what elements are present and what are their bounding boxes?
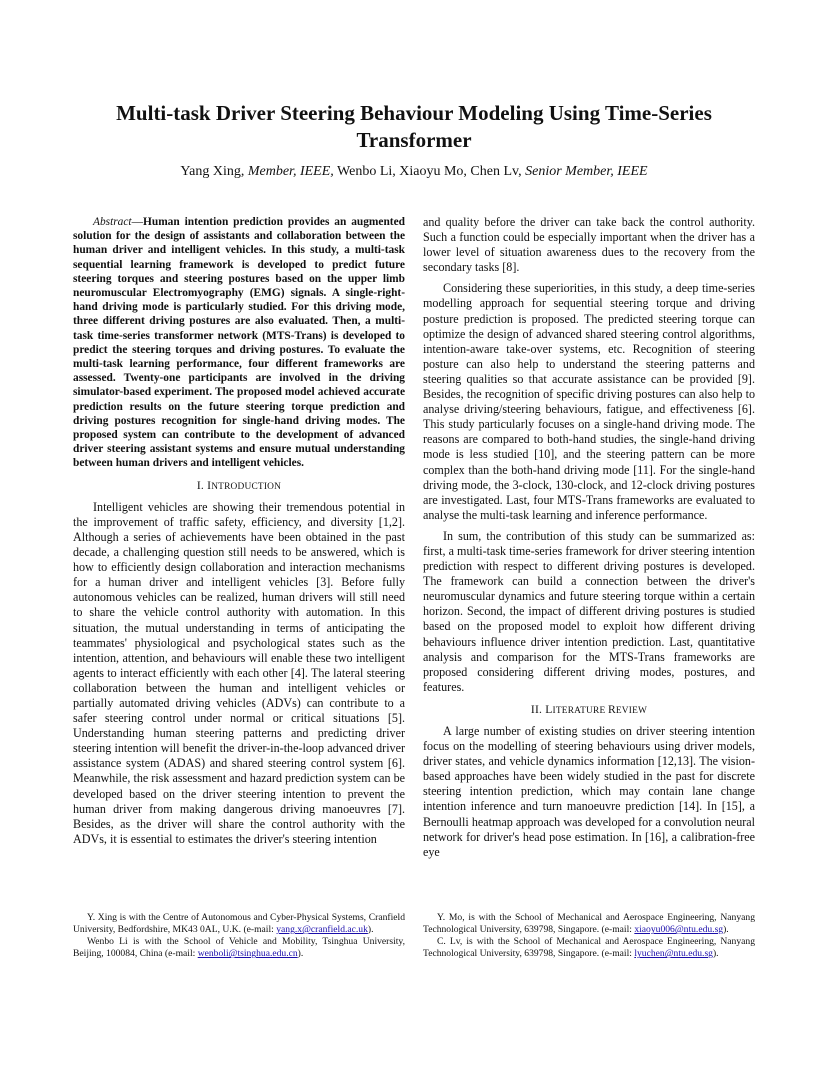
- footnote: Y. Mo, is with the School of Mechanical and Aerospace Engineering, Nanyang Technological University, 639798, Singapore. (e-mail: xiaoyu006@ntu.edu.sg).: [423, 912, 755, 936]
- body-paragraph: and quality before the driver can take back the control authority. Such a function could be especially important when the driver has a lower level of situation awareness dues to the recovery from the secondary tasks [8].: [423, 215, 755, 275]
- email-link[interactable]: yang.x@cranfield.ac.uk: [276, 924, 368, 936]
- abstract-dash: —: [131, 216, 143, 228]
- literature-paragraph: A large number of existing studies on driver steering intention focus on the modelling of steering behaviours using driver models, driver states, and vehicle dynamics information [12,13]. The vision-based approaches have been widely studied in the past for discrete steering intention prediction, which may contain lane change intention inference and turn manoeuvre prediction [14]. In [15], a Bernoulli heatmap approach was developed for a convolution neural network for driver's head pose estimation. In [16], a calibration-free eye: [423, 724, 755, 859]
- author-line: [40, 164, 788, 180]
- email-link[interactable]: xiaoyu006@ntu.edu.sg: [634, 924, 724, 936]
- author-membership: Member, IEEE,: [247, 164, 334, 179]
- body-paragraph: In sum, the contribution of this study can be summarized as: first, a multi-task time-series framework for driver steering intention prediction with respect to different driving postures is developed. The framework can build a connection between the driver's neuromuscular dynamics and future steering torque within a certain horizon. Second, the impact of different driving postures is studied based on the proposed model to exploit how different driving behaviours influence driver intention prediction. Last, quantitative analysis and comparison for the MTS-Trans frameworks are proposed considering different driving modes, postures, and features.: [423, 528, 755, 694]
- section-heading-literature-review: II. LITERATURE REVIEW: [530, 702, 648, 716]
- abstract-label: Abstract: [93, 216, 132, 228]
- footnote: C. Lv, is with the School of Mechanical and Aerospace Engineering, Nanyang Technological University, 639798, Singapore. (e-mail: lyuchen@ntu.edu.sg).: [423, 936, 755, 960]
- abstract: [73, 215, 405, 471]
- abstract-text: Human intention prediction provides an augmented solution for the design of assistants and collaboration between the human driver and intelligent vehicles. In this study, a multi-task sequential learning framework is developed to predict future steering torques and steering postures based on the upper limb neuromuscular Electromyography (EMG) signals. A single-right-hand driving mode is particularly studied. For this driving mode, three different driving postures are also evaluated. Then, a multi-task time-series transformer network (MTS-Trans) is developed to predict the steering torques and driving postures. To evaluate the multi-task learning performance, four different frameworks are assessed. Twenty-one participants are involved in the driving simulator-based experiment. The proposed model achieved accurate prediction results on the future steering torque prediction and driving postures recognition for single-hand driving modes. The proposed system can contribute to the development of advanced driver steering assistant systems and ensure mutual understanding between human drivers and intelligent vehicles.: [73, 216, 405, 470]
- right-column: [423, 215, 755, 860]
- email-link[interactable]: lyuchen@ntu.edu.sg: [634, 948, 713, 960]
- paper-title: Multi-task Driver Steering Behaviour Modeling Using Time-Series Transformer: [116, 101, 712, 152]
- section-heading-introduction: I. INTRODUCTION: [196, 478, 282, 492]
- author-names: Wenbo Li, Xiaoyu Mo, Chen Lv,: [333, 164, 526, 179]
- footnotes-right: [423, 912, 755, 960]
- introduction-paragraph: Intelligent vehicles are showing their tremendous potential in the improvement of traffic safety, efficiency, and diversity [1,2]. Although a series of achievements have been obtained in the past decade, a challenging question still needs to be answered, which is how to efficiently design collaboration and interaction mechanisms for a human driver and intelligent vehicles [3]. Before fully autonomous vehicles can be realized, human drivers will still need to share the vehicle control authority with automation. In this situation, the mutual understanding in terms of anticipating the teammates' physiological and psychological states such as the intention, attention, and behaviours will enable these two intelligent agents to interact efficiently with each other [4]. The lateral steering collaboration between the human and intelligent vehicles or partially automated driving vehicles (ADVs) can contribute to a safer steering control under normal or critical situations [5]. Understanding human steering patterns and predicting driver steering intention will benefit the driver-in-the-loop advanced driver assistance system (ADAS) and shared steering control system [6]. Meanwhile, the risk assessment and hazard prediction system can be developed based on the driver steering intention to prevent the human driver from making dangerous driving manoeuvres [7]. Besides, as the driver will share the control authority with the ADVs, it is essential to estimates the driver's steering intention: [73, 499, 405, 846]
- footnote: Wenbo Li is with the School of Vehicle and Mobility, Tsinghua University, Beijing, 100084, China (e-mail: wenboli@tsinghua.edu.cn).: [73, 936, 405, 960]
- author-name: Yang Xing,: [180, 164, 248, 179]
- author-membership: Senior Member, IEEE: [525, 164, 648, 179]
- footnote: Y. Xing is with the Centre of Autonomous and Cyber-Physical Systems, Cranfield University, Bedfordshire, MK43 0AL, U.K. (e-mail: yang.x@cranfield.ac.uk).: [73, 912, 405, 936]
- footnotes-left: [73, 912, 405, 960]
- left-column: [73, 215, 405, 847]
- email-link[interactable]: wenboli@tsinghua.edu.cn: [197, 948, 298, 960]
- body-paragraph: Considering these superiorities, in this study, a deep time-series modelling approach for sequential steering torque and driving posture prediction is proposed. The predicted steering torque can optimize the design of advanced shared steering control algorithms, intention-aware take-over systems, etc. Recognition of steering posture can also help to understand the steering patterns and steering qualities so that accurate assistance can be provided [9]. Besides, the recognition of specific driving postures can also help to analyse driving/steering behaviours, fatigue, and effectiveness [6]. This study particularly focuses on a single-hand driving mode. The reasons are compared to both-hand studies, the single-hand driving mode is less studied [10], and the steering pattern can be more complex than the both-hand driving mode [11]. For the single-hand driving mode, the 3-clock, 130-clock, and 12-clock driving postures are investigated. Last, four MTS-Trans frameworks are evaluated to analyse the multi-task learning and inference performance.: [423, 281, 755, 522]
